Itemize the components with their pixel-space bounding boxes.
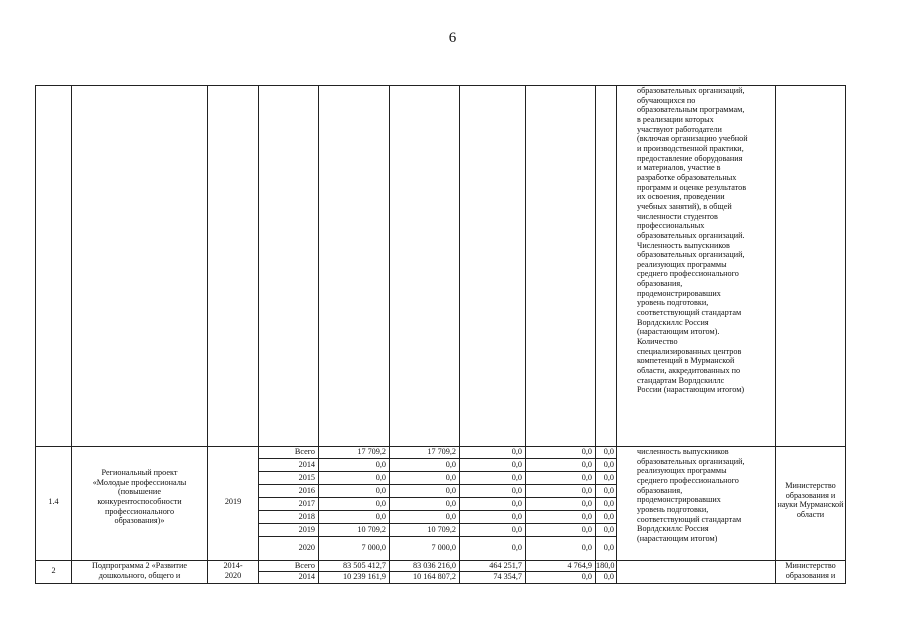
funding-value-cell: 74 354,7	[493, 572, 522, 581]
year-cell: 2016	[298, 486, 315, 495]
description-line: их освоения, проведении	[637, 192, 725, 202]
description-line: Количество	[637, 337, 678, 347]
description-line: в реализации которых	[637, 114, 714, 124]
col-border	[595, 85, 596, 584]
funding-value-cell: 10 709,2	[357, 525, 386, 534]
description-line: Ворлдскиллс Россия	[637, 317, 709, 327]
funding-value-cell: 0,0	[603, 486, 614, 495]
funding-value-cell: 0,0	[511, 447, 522, 456]
row-number: 1.4	[48, 497, 59, 506]
description-line: области, аккредитованных по	[637, 366, 741, 376]
executor-line: образования и	[785, 490, 836, 500]
funding-value-cell: 464 251,7	[489, 561, 522, 570]
funding-value-cell: 83 505 412,7	[343, 561, 386, 570]
funding-value-cell: 0,0	[511, 525, 522, 534]
funding-value-cell: 0,0	[375, 512, 386, 521]
funding-value-cell: 0,0	[581, 460, 592, 469]
description-line: учебных занятий), в общей	[637, 201, 732, 211]
funding-value-cell: 0,0	[603, 572, 614, 581]
description-line: реализующих программы	[637, 466, 727, 476]
funding-value-cell: 0,0	[445, 460, 456, 469]
name-line: «Молодые профессионалы	[92, 477, 187, 487]
executor-line: области	[796, 509, 825, 519]
description-line: компетенций в Мурманской	[637, 356, 735, 366]
year-cell: Всего	[294, 561, 315, 570]
description-line: образования,	[637, 485, 683, 495]
year-row-line	[258, 471, 616, 472]
description-line: разработке образовательных	[637, 172, 737, 182]
funding-value-cell: 0,0	[603, 473, 614, 482]
funding-value-cell: 0,0	[603, 499, 614, 508]
year-row-line	[258, 497, 616, 498]
funding-value-cell: 0,0	[375, 460, 386, 469]
description-line: предоставление оборудования	[637, 153, 743, 163]
name-line: профессионального	[104, 506, 175, 516]
description-line: и производственной практики,	[637, 143, 744, 153]
description-line: (нарастающим итогом)	[637, 533, 718, 543]
funding-value-cell: 0,0	[581, 486, 592, 495]
description-line: программ и оценке результатов	[637, 182, 747, 192]
name-line: (повышение	[118, 487, 161, 497]
name-line: Подпрограмма 2 «Развитие	[91, 561, 188, 570]
period-line: 2014-	[223, 561, 243, 570]
col-border	[525, 85, 526, 584]
year-cell: 2017	[298, 499, 315, 508]
funding-value-cell: 0,0	[511, 460, 522, 469]
funding-value-cell: 0,0	[581, 512, 592, 521]
col-border	[616, 85, 617, 584]
name-line: образования)»	[114, 516, 165, 526]
funding-value-cell: 0,0	[581, 572, 592, 581]
funding-value-cell: 0,0	[375, 486, 386, 495]
executor-line: науки Мурманской	[777, 500, 844, 510]
indicator-description	[637, 447, 745, 544]
year-row-line	[258, 510, 616, 511]
subprogram-period	[208, 561, 258, 580]
description-line: образовательным программам,	[637, 105, 745, 115]
col-border	[459, 85, 460, 584]
funding-value-cell: 0,0	[511, 543, 522, 552]
col-border	[845, 85, 846, 584]
funding-value-cell: 0,0	[445, 473, 456, 482]
funding-value-cell: 0,0	[511, 512, 522, 521]
description-line: образовательных организаций,	[637, 86, 745, 95]
col-border	[318, 85, 319, 584]
project-period: 2019	[224, 497, 242, 506]
description-line: уровень подготовки,	[637, 504, 709, 514]
funding-value-cell: 10 164 807,2	[413, 572, 456, 581]
name-line: Региональный проект	[101, 468, 178, 477]
page-number: 6	[448, 30, 457, 46]
funding-value-cell: 17 709,2	[427, 447, 456, 456]
description-line: среднего профессионального	[637, 269, 739, 279]
col-border	[258, 85, 259, 584]
funding-value-cell: 0,0	[581, 543, 592, 552]
description-line: и материалов, участие в	[637, 163, 721, 173]
funding-value-cell: 0,0	[603, 460, 614, 469]
year-row-line	[258, 536, 616, 537]
description-line: (включая организацию учебной	[637, 134, 748, 144]
table-bottom-border	[35, 583, 846, 584]
description-line: участвуют работодатели	[637, 124, 722, 134]
funding-value-cell: 0,0	[581, 473, 592, 482]
funding-value-cell: 0,0	[375, 473, 386, 482]
executor	[776, 481, 845, 520]
year-cell: 2018	[298, 512, 315, 521]
funding-value-cell: 0,0	[511, 499, 522, 508]
funding-value-cell: 0,0	[511, 473, 522, 482]
funding-value-cell: 0,0	[445, 512, 456, 521]
subprogram-name	[72, 561, 207, 580]
funding-value-cell: 0,0	[375, 499, 386, 508]
funding-value-cell: 0,0	[445, 486, 456, 495]
funding-value-cell: 0,0	[603, 512, 614, 521]
year-row-line	[258, 523, 616, 524]
col-border	[207, 85, 208, 584]
funding-value-cell: 10 709,2	[427, 525, 456, 534]
description-line: специализированных центров	[637, 346, 742, 356]
description-line: образовательных организаций,	[637, 456, 745, 466]
description-line: стандартам Ворлдскиллс	[637, 375, 725, 385]
funding-value-cell: 83 036 216,0	[413, 561, 456, 570]
funding-value-cell: 0,0	[445, 499, 456, 508]
description-line: численность выпускников	[637, 447, 729, 456]
description-line: среднего профессионального	[637, 475, 739, 485]
col-border	[389, 85, 390, 584]
year-row-line	[258, 458, 616, 459]
funding-value-cell: 0,0	[603, 543, 614, 552]
description-line: образовательных организаций,	[637, 250, 745, 260]
description-line: продемонстрировавших	[637, 288, 721, 298]
name-line: конкурентоспособности	[97, 496, 182, 506]
executor-line: Министерство	[785, 481, 836, 490]
year-row-line	[258, 484, 616, 485]
continued-indicator-description	[637, 86, 748, 395]
period-line: 2020	[224, 570, 242, 580]
year-cell: 2014	[298, 460, 315, 469]
funding-value-cell: 0,0	[581, 525, 592, 534]
description-line: обучающихся по	[637, 95, 696, 105]
year-cell: 2019	[298, 525, 315, 534]
description-line: образовательных организаций.	[637, 230, 745, 240]
funding-value-cell: 180,0	[596, 561, 615, 570]
funding-value-cell: 0,0	[511, 486, 522, 495]
description-line: реализующих программы	[637, 259, 727, 269]
funding-value-cell: 0,0	[581, 447, 592, 456]
year-cell: 2015	[298, 473, 315, 482]
description-line: соответствующий стандартам	[637, 308, 742, 318]
year-cell: 2020	[298, 543, 315, 552]
description-line: России (нарастающим итогом)	[637, 385, 745, 395]
description-line: продемонстрировавших	[637, 495, 721, 505]
funding-value-cell: 10 239 161,9	[343, 572, 386, 581]
funding-value-cell: 7 000,0	[361, 543, 386, 552]
description-line: Ворлдскиллс Россия	[637, 524, 709, 534]
funding-value-cell: 17 709,2	[357, 447, 386, 456]
name-line: дошкольного, общего и	[98, 570, 181, 580]
year-cell: 2014	[298, 572, 315, 581]
description-line: Численность выпускников	[637, 240, 730, 250]
description-line: образования,	[637, 279, 683, 289]
description-line: (нарастающим итогом).	[637, 327, 720, 337]
executor	[776, 561, 845, 580]
row-number: 2	[51, 566, 56, 575]
col-border	[35, 85, 36, 584]
funding-value-cell: 4 764,9	[567, 561, 592, 570]
description-line: уровень подготовки,	[637, 298, 709, 308]
executor-line: Министерство	[785, 561, 836, 570]
funding-value-cell: 7 000,0	[431, 543, 456, 552]
funding-value-cell: 0,0	[603, 525, 614, 534]
year-cell: Всего	[294, 447, 315, 456]
description-line: профессиональных	[637, 221, 705, 231]
executor-line: образования и	[785, 570, 836, 580]
funding-value-cell: 0,0	[581, 499, 592, 508]
description-line: соответствующий стандартам	[637, 514, 742, 524]
funding-value-cell: 0,0	[603, 447, 614, 456]
description-line: численности студентов	[637, 211, 718, 221]
project-name	[72, 468, 207, 526]
